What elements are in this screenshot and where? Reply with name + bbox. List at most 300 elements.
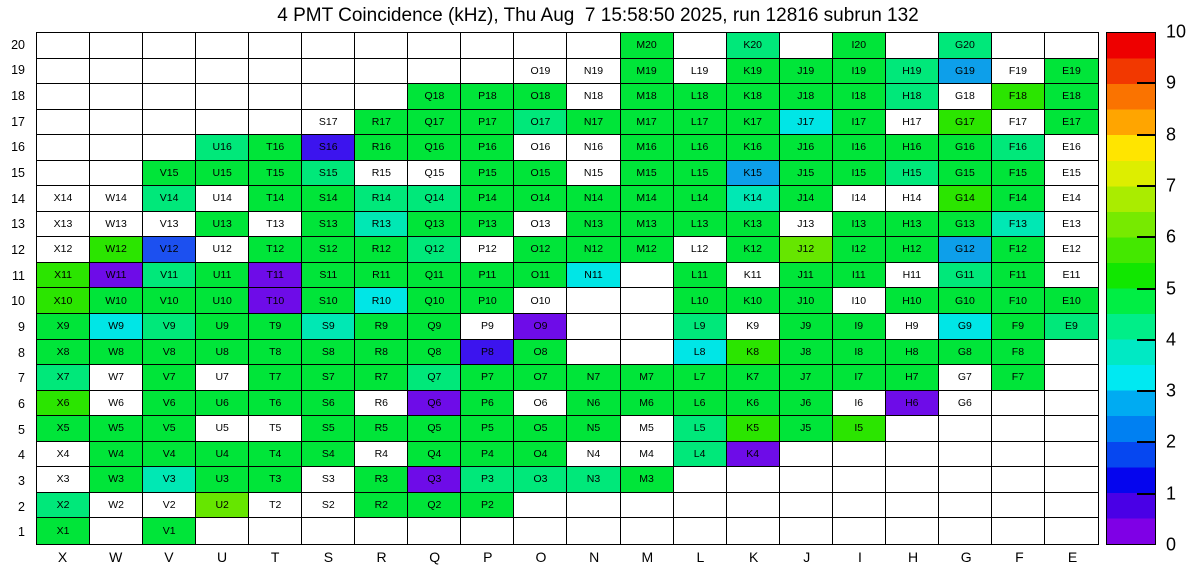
heatmap-cell: J9 (780, 314, 833, 340)
heatmap-cell: P17 (461, 110, 514, 136)
colorbar-tick (1137, 441, 1155, 443)
heatmap-cell: O8 (514, 340, 567, 366)
heatmap-cell: J15 (780, 161, 833, 187)
heatmap-cell (249, 518, 302, 544)
heatmap-cell (567, 493, 620, 519)
heatmap-cell: R6 (355, 391, 408, 417)
heatmap-cell: V13 (143, 212, 196, 238)
heatmap-cell (302, 59, 355, 85)
heatmap-cell: N19 (567, 59, 620, 85)
heatmap-cell: T12 (249, 237, 302, 263)
heatmap-cell: E17 (1045, 110, 1098, 136)
heatmap-cell: I9 (833, 314, 886, 340)
heatmap-cell (992, 416, 1045, 442)
heatmap-cell: T14 (249, 186, 302, 212)
heatmap-cell (886, 493, 939, 519)
y-axis-label: 11 (12, 268, 25, 283)
x-axis-label: J (803, 549, 811, 565)
heatmap-cell: U6 (196, 391, 249, 417)
heatmap-cell (567, 288, 620, 314)
heatmap-cell: F13 (992, 212, 1045, 238)
heatmap-cell: I10 (833, 288, 886, 314)
heatmap-cell (355, 84, 408, 110)
heatmap-cell: V12 (143, 237, 196, 263)
heatmap-cell: L16 (674, 135, 727, 161)
colorbar-tick-label: 4 (1166, 329, 1177, 350)
heatmap-cell (674, 493, 727, 519)
x-axis-label: I (857, 549, 862, 565)
heatmap-cell: M19 (621, 59, 674, 85)
heatmap-cell (621, 314, 674, 340)
heatmap-cell: J6 (780, 391, 833, 417)
heatmap-cell: U8 (196, 340, 249, 366)
colorbar-tick-label: 8 (1166, 124, 1177, 145)
colorbar-tick-label: 6 (1166, 226, 1177, 247)
heatmap-cell: G19 (939, 59, 992, 85)
chart-title: 4 PMT Coincidence (kHz), Thu Aug 7 15:58:50 2025, run 12816 subrun 132 (277, 5, 919, 26)
heatmap-cell (567, 33, 620, 59)
heatmap-cell: V4 (143, 442, 196, 468)
heatmap-cell: V9 (143, 314, 196, 340)
heatmap-cell (90, 59, 143, 85)
heatmap-cell (674, 467, 727, 493)
heatmap-cell: K19 (727, 59, 780, 85)
x-axis-label: L (696, 549, 705, 565)
heatmap-cell: F16 (992, 135, 1045, 161)
heatmap-cell (992, 493, 1045, 519)
heatmap-cell (939, 518, 992, 544)
heatmap-cell: U7 (196, 365, 249, 391)
x-axis-label: M (641, 549, 654, 565)
heatmap-cell: U14 (196, 186, 249, 212)
heatmap-cell: O6 (514, 391, 567, 417)
heatmap-cell: E15 (1045, 161, 1098, 187)
colorbar-tick-label: 0 (1166, 534, 1177, 555)
heatmap-cell: M4 (621, 442, 674, 468)
x-axis-label: W (109, 549, 123, 565)
heatmap-cell: I15 (833, 161, 886, 187)
heatmap-cell: S6 (302, 391, 355, 417)
colorbar-tick (1137, 185, 1155, 187)
heatmap-cell (408, 518, 461, 544)
heatmap-cell (727, 493, 780, 519)
heatmap-cell: V15 (143, 161, 196, 187)
heatmap-cell: Q17 (408, 110, 461, 136)
heatmap-cell (143, 33, 196, 59)
y-axis-label: 6 (18, 397, 25, 412)
colorbar-tick-label: 7 (1166, 175, 1177, 196)
heatmap-cell: X7 (37, 365, 90, 391)
x-axis-label: S (323, 549, 334, 565)
heatmap-cell: G7 (939, 365, 992, 391)
heatmap-cell: S12 (302, 237, 355, 263)
heatmap-cell: O18 (514, 84, 567, 110)
colorbar-tick-label: 9 (1166, 72, 1177, 93)
heatmap-cell (1045, 391, 1098, 417)
heatmap-cell: R17 (355, 110, 408, 136)
heatmap-cell: Q6 (408, 391, 461, 417)
heatmap-cell: I12 (833, 237, 886, 263)
heatmap-cell: M6 (621, 391, 674, 417)
heatmap-cell: K5 (727, 416, 780, 442)
heatmap-cell (1045, 493, 1098, 519)
heatmap-cell (1045, 518, 1098, 544)
heatmap-cell: F7 (992, 365, 1045, 391)
heatmap-cell: P14 (461, 186, 514, 212)
heatmap-cell (621, 288, 674, 314)
heatmap-cell (90, 33, 143, 59)
heatmap-cell: X4 (37, 442, 90, 468)
heatmap-cell: L12 (674, 237, 727, 263)
heatmap-cell: H10 (886, 288, 939, 314)
heatmap-cell: Q2 (408, 493, 461, 519)
heatmap-cell (196, 59, 249, 85)
heatmap-cell: P12 (461, 237, 514, 263)
heatmap-cell: Q11 (408, 263, 461, 289)
heatmap-cell (37, 161, 90, 187)
heatmap-cell: X5 (37, 416, 90, 442)
heatmap-cell: H14 (886, 186, 939, 212)
heatmap-cell: G16 (939, 135, 992, 161)
heatmap-cell: U13 (196, 212, 249, 238)
heatmap-cell: I16 (833, 135, 886, 161)
heatmap-cell (90, 84, 143, 110)
heatmap-cell: Q12 (408, 237, 461, 263)
heatmap-cell: I19 (833, 59, 886, 85)
heatmap-cell: U16 (196, 135, 249, 161)
heatmap-cell: S3 (302, 467, 355, 493)
heatmap-cell: G15 (939, 161, 992, 187)
heatmap-cell: J5 (780, 416, 833, 442)
heatmap-cell: K12 (727, 237, 780, 263)
heatmap-cell: W12 (90, 237, 143, 263)
heatmap-cell: Q9 (408, 314, 461, 340)
heatmap-cell: F18 (992, 84, 1045, 110)
heatmap-cell (461, 518, 514, 544)
heatmap-cell (621, 263, 674, 289)
heatmap-cell: H18 (886, 84, 939, 110)
heatmap-cell: S4 (302, 442, 355, 468)
heatmap-cell: O16 (514, 135, 567, 161)
x-axis-label: G (960, 549, 972, 565)
heatmap-cell: P10 (461, 288, 514, 314)
heatmap-cell: T4 (249, 442, 302, 468)
heatmap-cell: T5 (249, 416, 302, 442)
heatmap-cell (886, 442, 939, 468)
heatmap-cell: U4 (196, 442, 249, 468)
heatmap-cell (727, 467, 780, 493)
heatmap-cell: H8 (886, 340, 939, 366)
x-axis-label: E (1067, 549, 1078, 565)
heatmap-cell (249, 33, 302, 59)
heatmap-cell: X11 (37, 263, 90, 289)
colorbar-tick (1137, 339, 1155, 341)
heatmap-cell: J7 (780, 365, 833, 391)
heatmap-cell (621, 493, 674, 519)
y-axis-label: 1 (18, 525, 25, 540)
heatmap-cell: M13 (621, 212, 674, 238)
heatmap-cell: K18 (727, 84, 780, 110)
heatmap-cell (143, 135, 196, 161)
heatmap-cell: E14 (1045, 186, 1098, 212)
heatmap-cell: O9 (514, 314, 567, 340)
heatmap-cell (1045, 467, 1098, 493)
heatmap-cell (249, 84, 302, 110)
heatmap-cell (196, 110, 249, 136)
heatmap-cell: R5 (355, 416, 408, 442)
heatmap-cell (196, 33, 249, 59)
heatmap-cell: X14 (37, 186, 90, 212)
heatmap-cell (780, 518, 833, 544)
heatmap-cell: T3 (249, 467, 302, 493)
heatmap-cell: X1 (37, 518, 90, 544)
heatmap-cell: U5 (196, 416, 249, 442)
heatmap-cell: E18 (1045, 84, 1098, 110)
x-axis-label: R (376, 549, 387, 565)
heatmap-cell: U10 (196, 288, 249, 314)
heatmap-cell (992, 33, 1045, 59)
y-axis-label: 9 (18, 320, 25, 335)
heatmap-cell: R2 (355, 493, 408, 519)
heatmap-cell: J10 (780, 288, 833, 314)
heatmap-cell (1045, 340, 1098, 366)
heatmap-cell: Q10 (408, 288, 461, 314)
heatmap-cell (1045, 365, 1098, 391)
heatmap-cell: Q4 (408, 442, 461, 468)
heatmap-cell: P8 (461, 340, 514, 366)
heatmap-cell: P4 (461, 442, 514, 468)
heatmap-cell: V2 (143, 493, 196, 519)
heatmap-cell: G10 (939, 288, 992, 314)
heatmap-cell (90, 135, 143, 161)
colorbar-tick-label: 2 (1166, 431, 1177, 452)
heatmap-cell: G9 (939, 314, 992, 340)
y-axis-label: 7 (18, 371, 25, 386)
heatmap-cell (302, 33, 355, 59)
heatmap-cell: T10 (249, 288, 302, 314)
heatmap-cell: E19 (1045, 59, 1098, 85)
heatmap-cell: F19 (992, 59, 1045, 85)
heatmap-cell: R11 (355, 263, 408, 289)
heatmap-cell: M18 (621, 84, 674, 110)
heatmap-cell (1045, 33, 1098, 59)
heatmap-cell: T13 (249, 212, 302, 238)
heatmap-cell: F12 (992, 237, 1045, 263)
heatmap-cell: K7 (727, 365, 780, 391)
heatmap-cell: G11 (939, 263, 992, 289)
heatmap-cell: G6 (939, 391, 992, 417)
heatmap-cell (90, 161, 143, 187)
heatmap-cell: R16 (355, 135, 408, 161)
heatmap-cell: J12 (780, 237, 833, 263)
heatmap-cell: P6 (461, 391, 514, 417)
heatmap-cell: X13 (37, 212, 90, 238)
heatmap-cell: H16 (886, 135, 939, 161)
heatmap-cell: M14 (621, 186, 674, 212)
heatmap-cell: F9 (992, 314, 1045, 340)
heatmap-cell: L9 (674, 314, 727, 340)
heatmap-cell (674, 33, 727, 59)
heatmap-cell: N17 (567, 110, 620, 136)
heatmap-cell: L6 (674, 391, 727, 417)
heatmap-cell: U3 (196, 467, 249, 493)
heatmap-cell: K17 (727, 110, 780, 136)
heatmap-cell: R12 (355, 237, 408, 263)
y-axis-label: 3 (18, 473, 25, 488)
heatmap-cell: W7 (90, 365, 143, 391)
heatmap-cell (37, 110, 90, 136)
heatmap-cell (514, 33, 567, 59)
heatmap-cell: F14 (992, 186, 1045, 212)
heatmap-cell: L18 (674, 84, 727, 110)
heatmap-cell: K6 (727, 391, 780, 417)
heatmap-cell (886, 467, 939, 493)
heatmap-cell (37, 84, 90, 110)
heatmap-cell: H15 (886, 161, 939, 187)
heatmap-cell: X12 (37, 237, 90, 263)
heatmap-cell (249, 59, 302, 85)
heatmap-cell: M3 (621, 467, 674, 493)
heatmap-cell: G8 (939, 340, 992, 366)
x-axis-label: Q (429, 549, 441, 565)
heatmap-cell (621, 340, 674, 366)
x-axis-label: X (57, 549, 68, 565)
heatmap-cell: M12 (621, 237, 674, 263)
heatmap-cell (886, 33, 939, 59)
heatmap-cell: N11 (567, 263, 620, 289)
y-axis-label: 16 (11, 140, 25, 155)
heatmap-cell: G13 (939, 212, 992, 238)
heatmap-cell: I11 (833, 263, 886, 289)
heatmap-cell: G12 (939, 237, 992, 263)
heatmap-cell: Q15 (408, 161, 461, 187)
colorbar-tick (1137, 236, 1155, 238)
x-axis-label: K (748, 549, 759, 565)
heatmap-cell: N3 (567, 467, 620, 493)
heatmap-cell (780, 467, 833, 493)
heatmap-cell: N16 (567, 135, 620, 161)
heatmap-cell: X10 (37, 288, 90, 314)
heatmap-cell: P11 (461, 263, 514, 289)
heatmap-cell: I7 (833, 365, 886, 391)
heatmap-cell: P16 (461, 135, 514, 161)
heatmap-cell: J8 (780, 340, 833, 366)
heatmap-cell: J14 (780, 186, 833, 212)
heatmap-cell (833, 493, 886, 519)
heatmap-cell: F17 (992, 110, 1045, 136)
heatmap-cell: O11 (514, 263, 567, 289)
heatmap-cell: G18 (939, 84, 992, 110)
heatmap-cell (355, 59, 408, 85)
heatmap-cell (621, 518, 674, 544)
heatmap-cell: P2 (461, 493, 514, 519)
heatmap-cell: F10 (992, 288, 1045, 314)
heatmap-cell (514, 518, 567, 544)
heatmap-cell: W11 (90, 263, 143, 289)
heatmap-cell: O19 (514, 59, 567, 85)
heatmap-cell (939, 442, 992, 468)
heatmap-cell: V7 (143, 365, 196, 391)
heatmap-cell: H11 (886, 263, 939, 289)
heatmap-cell: S9 (302, 314, 355, 340)
heatmap-cell: L11 (674, 263, 727, 289)
heatmap-cell: R8 (355, 340, 408, 366)
heatmap-cell (567, 340, 620, 366)
heatmap-cell (196, 84, 249, 110)
heatmap-cell: N15 (567, 161, 620, 187)
heatmap-cell: K15 (727, 161, 780, 187)
heatmap-cell: P18 (461, 84, 514, 110)
heatmap-cell: F15 (992, 161, 1045, 187)
heatmap-cell (408, 33, 461, 59)
heatmap-cell: L17 (674, 110, 727, 136)
heatmap-cell: L14 (674, 186, 727, 212)
heatmap-cell: V5 (143, 416, 196, 442)
heatmap-cell (143, 84, 196, 110)
heatmap-cell (1045, 442, 1098, 468)
heatmap-cell (939, 467, 992, 493)
heatmap-cell (780, 442, 833, 468)
y-axis-label: 17 (11, 114, 25, 129)
colorbar-tick-label: 5 (1166, 278, 1177, 298)
heatmap-cell: U11 (196, 263, 249, 289)
heatmap-cell: S7 (302, 365, 355, 391)
heatmap-cell: T15 (249, 161, 302, 187)
heatmap-cell: V11 (143, 263, 196, 289)
heatmap-cell: V6 (143, 391, 196, 417)
heatmap-cell: L5 (674, 416, 727, 442)
heatmap-cell: T11 (249, 263, 302, 289)
heatmap-cell (833, 442, 886, 468)
heatmap-cell: V1 (143, 518, 196, 544)
heatmap-cell (780, 493, 833, 519)
heatmap-cell: L8 (674, 340, 727, 366)
heatmap-cell: M15 (621, 161, 674, 187)
heatmap-cell: J18 (780, 84, 833, 110)
y-axis-label: 5 (18, 422, 25, 437)
x-axis (36, 549, 1099, 569)
y-axis-label: 18 (11, 89, 25, 104)
x-axis-label: P (483, 549, 493, 565)
heatmap-cell: V14 (143, 186, 196, 212)
heatmap-cell: P9 (461, 314, 514, 340)
heatmap-cell: M16 (621, 135, 674, 161)
heatmap-cell: X2 (37, 493, 90, 519)
heatmap-cell: K16 (727, 135, 780, 161)
heatmap-cell: V3 (143, 467, 196, 493)
heatmap-cell: E9 (1045, 314, 1098, 340)
heatmap-cell: F11 (992, 263, 1045, 289)
heatmap-cell: W2 (90, 493, 143, 519)
heatmap-cell: T7 (249, 365, 302, 391)
heatmap-cell: W9 (90, 314, 143, 340)
heatmap-cell: V8 (143, 340, 196, 366)
heatmap-cell: R4 (355, 442, 408, 468)
heatmap-cell (37, 135, 90, 161)
heatmap-cell: H13 (886, 212, 939, 238)
heatmap-cell: I6 (833, 391, 886, 417)
heatmap-cell: Q7 (408, 365, 461, 391)
heatmap-cell: L15 (674, 161, 727, 187)
heatmap-cell: W6 (90, 391, 143, 417)
heatmap-cell: I13 (833, 212, 886, 238)
heatmap-cell: N4 (567, 442, 620, 468)
x-axis-label: O (535, 549, 547, 565)
heatmap-cell: E11 (1045, 263, 1098, 289)
heatmap-cell: S2 (302, 493, 355, 519)
heatmap-cell: E10 (1045, 288, 1098, 314)
heatmap-cell: L10 (674, 288, 727, 314)
